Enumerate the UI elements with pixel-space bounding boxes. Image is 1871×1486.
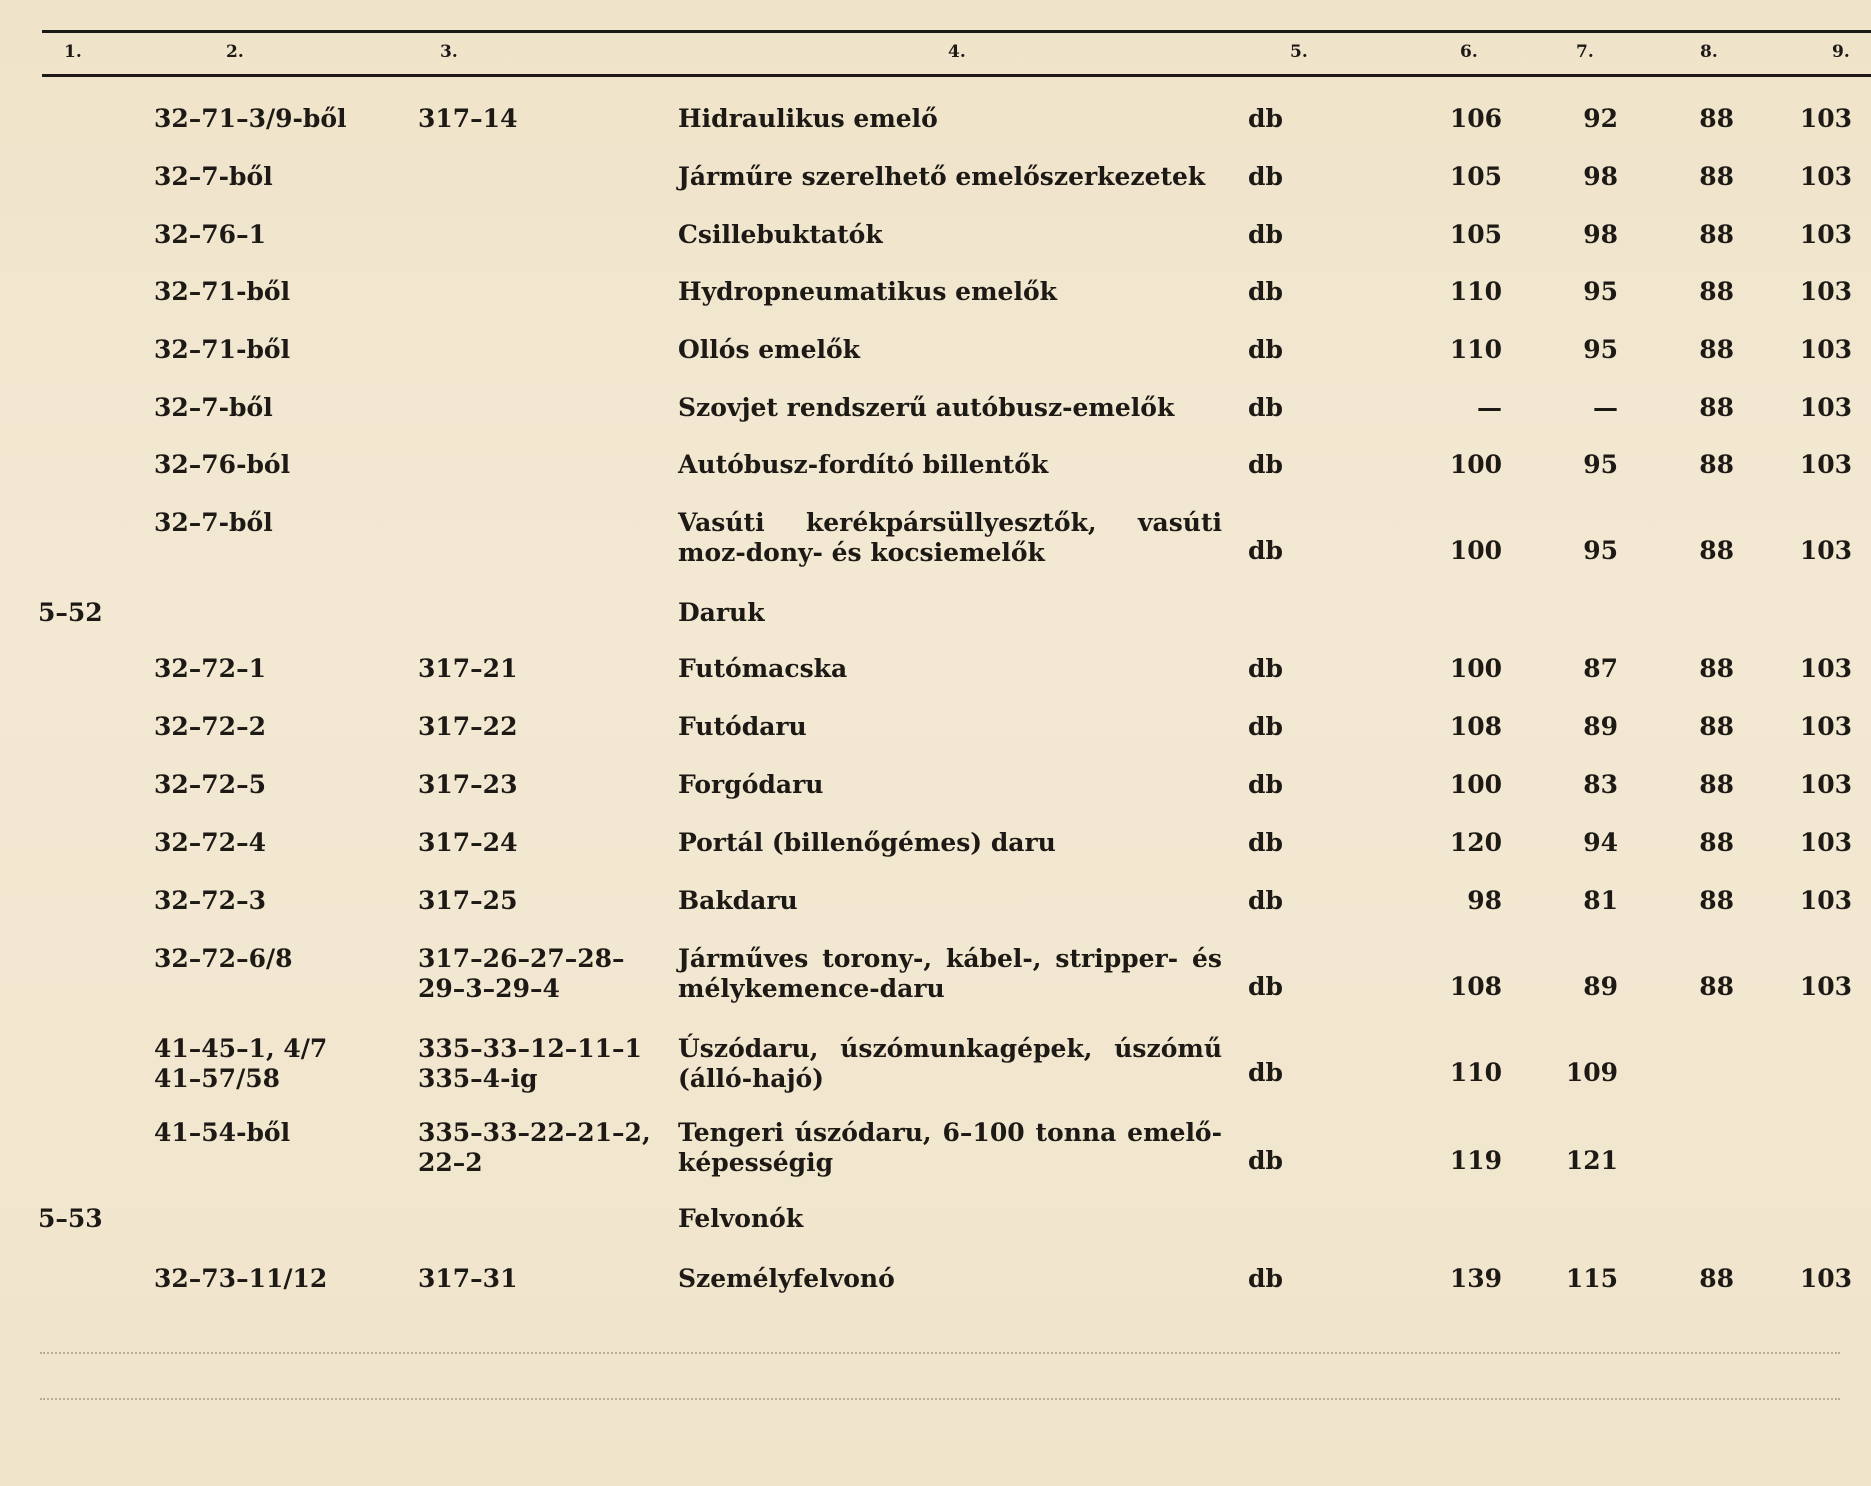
cell-col9: 103 <box>1799 104 1852 133</box>
cell-description: Autóbusz-fordító billentők <box>678 450 1049 479</box>
cell-col6: — <box>1477 393 1502 422</box>
cell-code: 32–7-ből <box>154 508 273 537</box>
cell-ref: 317–31 <box>418 1264 518 1293</box>
cell-col7: 81 <box>1583 886 1618 915</box>
cell-col7: 109 <box>1565 1058 1618 1087</box>
cell-unit: db <box>1248 828 1283 857</box>
cell-col8: 88 <box>1699 220 1734 249</box>
cell-col6: 100 <box>1449 654 1502 683</box>
cell-col6: 100 <box>1449 450 1502 479</box>
cell-col6: 105 <box>1449 220 1502 249</box>
column-header-8: 8. <box>1700 42 1718 62</box>
cell-col7: 95 <box>1583 335 1618 364</box>
cell-ref: 317–23 <box>418 770 518 799</box>
cell-ref: 335–33–12–11–1 335–4-ig <box>418 1034 642 1093</box>
cell-col6: 110 <box>1449 335 1502 364</box>
cell-col9: 103 <box>1799 335 1852 364</box>
cell-code: 32–76–1 <box>154 220 266 249</box>
cell-col7: 95 <box>1583 536 1618 565</box>
cell-col7: 98 <box>1583 162 1618 191</box>
cell-col9: 103 <box>1799 654 1852 683</box>
column-header-4: 4. <box>948 42 966 62</box>
cell-code: 41–54-ből <box>154 1118 291 1147</box>
column-header-7: 7. <box>1576 42 1594 62</box>
cell-col6: 100 <box>1449 770 1502 799</box>
cell-code: 32–71-ből <box>154 277 291 306</box>
cell-col8: 88 <box>1699 828 1734 857</box>
cell-description: Járműre szerelhető emelőszerkezetek <box>678 162 1206 191</box>
cell-col6: 110 <box>1449 277 1502 306</box>
cell-col8: 88 <box>1699 450 1734 479</box>
table-top-rule <box>42 30 1871 33</box>
cell-unit: db <box>1248 277 1283 306</box>
cell-description: Hydropneumatikus emelők <box>678 277 1057 306</box>
cell-code: 32–72–5 <box>154 770 266 799</box>
cell-col9: 103 <box>1799 450 1852 479</box>
cell-col9: 103 <box>1799 220 1852 249</box>
cell-col7: 89 <box>1583 712 1618 741</box>
cell-description: Szovjet rendszerű autóbusz-emelők <box>678 393 1175 422</box>
cell-description: Csillebuktatók <box>678 220 883 249</box>
dotted-divider <box>40 1352 1840 1354</box>
column-header-3: 3. <box>440 42 458 62</box>
cell-description: Járműves torony-, kábel-, stripper- és mélykemence-daru <box>678 944 1222 1003</box>
cell-code: 32–72–4 <box>154 828 266 857</box>
cell-col7: 95 <box>1583 277 1618 306</box>
cell-code: 32–72–1 <box>154 654 266 683</box>
cell-ref: 317–21 <box>418 654 518 683</box>
section-title: Daruk <box>678 598 765 627</box>
cell-code: 41–45–1, 4/7 41–57/58 <box>154 1034 328 1093</box>
cell-col6: 98 <box>1467 886 1502 915</box>
cell-unit: db <box>1248 335 1283 364</box>
cell-description: Úszódaru, úszómunkagépek, úszómű (álló-hajó) <box>678 1034 1222 1093</box>
cell-ref: 335–33–22–21–2, 22–2 <box>418 1118 651 1177</box>
cell-unit: db <box>1248 393 1283 422</box>
dotted-divider <box>40 1398 1840 1400</box>
cell-ref: 317–14 <box>418 104 518 133</box>
cell-code: 32–76-ból <box>154 450 291 479</box>
cell-description: Bakdaru <box>678 886 798 915</box>
cell-col9: 103 <box>1799 536 1852 565</box>
cell-unit: db <box>1248 712 1283 741</box>
cell-unit: db <box>1248 1146 1283 1175</box>
cell-description: Vasúti kerékpársüllyesztők, vasúti moz-dony- és kocsiemelők <box>678 508 1222 567</box>
column-header-9: 9. <box>1832 42 1850 62</box>
cell-unit: db <box>1248 1058 1283 1087</box>
cell-col8: 88 <box>1699 654 1734 683</box>
cell-col7: 121 <box>1565 1146 1618 1175</box>
cell-ref: 317–25 <box>418 886 518 915</box>
section-title: Felvonók <box>678 1204 804 1233</box>
cell-description: Futódaru <box>678 712 807 741</box>
cell-description: Ollós emelők <box>678 335 860 364</box>
cell-unit: db <box>1248 1264 1283 1293</box>
cell-col8: 88 <box>1699 162 1734 191</box>
cell-col9: 103 <box>1799 770 1852 799</box>
cell-col6: 119 <box>1449 1146 1502 1175</box>
cell-description: Futómacska <box>678 654 848 683</box>
cell-code: 32–7-ből <box>154 393 273 422</box>
cell-unit: db <box>1248 886 1283 915</box>
cell-col9: 103 <box>1799 393 1852 422</box>
cell-col8: 88 <box>1699 536 1734 565</box>
cell-col8: 88 <box>1699 770 1734 799</box>
cell-col8: 88 <box>1699 104 1734 133</box>
cell-col7: 92 <box>1583 104 1618 133</box>
cell-col8: 88 <box>1699 972 1734 1001</box>
cell-description: Tengeri úszódaru, 6–100 tonna emelő-képességig <box>678 1118 1222 1177</box>
cell-description: Portál (billenőgémes) daru <box>678 828 1056 857</box>
cell-unit: db <box>1248 654 1283 683</box>
cell-unit: db <box>1248 972 1283 1001</box>
cell-code: 32–73–11/12 <box>154 1264 328 1293</box>
cell-code: 32–72–2 <box>154 712 266 741</box>
cell-unit: db <box>1248 536 1283 565</box>
cell-col7: 87 <box>1583 654 1618 683</box>
table-header-rule <box>42 74 1871 77</box>
column-header-1: 1. <box>64 42 82 62</box>
section-code: 5–53 <box>38 1204 103 1233</box>
cell-code: 32–71-ből <box>154 335 291 364</box>
cell-code: 32–71–3/9-ből <box>154 104 347 133</box>
cell-col9: 103 <box>1799 712 1852 741</box>
cell-col9: 103 <box>1799 972 1852 1001</box>
cell-col7: 83 <box>1583 770 1618 799</box>
cell-col9: 103 <box>1799 277 1852 306</box>
cell-col9: 103 <box>1799 162 1852 191</box>
cell-col8: 88 <box>1699 1264 1734 1293</box>
cell-ref: 317–26–27–28– 29–3–29–4 <box>418 944 625 1003</box>
cell-col9: 103 <box>1799 1264 1852 1293</box>
cell-code: 32–72–3 <box>154 886 266 915</box>
cell-code: 32–7-ből <box>154 162 273 191</box>
cell-col7: 95 <box>1583 450 1618 479</box>
cell-col8: 88 <box>1699 277 1734 306</box>
cell-col9: 103 <box>1799 886 1852 915</box>
cell-col7: — <box>1593 393 1618 422</box>
cell-code: 32–72–6/8 <box>154 944 293 973</box>
column-header-2: 2. <box>226 42 244 62</box>
cell-unit: db <box>1248 220 1283 249</box>
cell-unit: db <box>1248 770 1283 799</box>
cell-unit: db <box>1248 450 1283 479</box>
cell-col8: 88 <box>1699 335 1734 364</box>
column-header-6: 6. <box>1460 42 1478 62</box>
cell-col6: 105 <box>1449 162 1502 191</box>
cell-unit: db <box>1248 162 1283 191</box>
cell-col7: 98 <box>1583 220 1618 249</box>
cell-description: Személyfelvonó <box>678 1264 895 1293</box>
cell-col7: 94 <box>1583 828 1618 857</box>
cell-col8: 88 <box>1699 393 1734 422</box>
cell-col8: 88 <box>1699 712 1734 741</box>
cell-unit: db <box>1248 104 1283 133</box>
cell-col6: 106 <box>1449 104 1502 133</box>
cell-description: Hidraulikus emelő <box>678 104 938 133</box>
cell-col8: 88 <box>1699 886 1734 915</box>
cell-col6: 108 <box>1449 712 1502 741</box>
cell-ref: 317–24 <box>418 828 518 857</box>
cell-col6: 139 <box>1449 1264 1502 1293</box>
cell-description: Forgódaru <box>678 770 824 799</box>
cell-ref: 317–22 <box>418 712 518 741</box>
cell-col7: 115 <box>1565 1264 1618 1293</box>
cell-col6: 100 <box>1449 536 1502 565</box>
cell-col9: 103 <box>1799 828 1852 857</box>
column-header-5: 5. <box>1290 42 1308 62</box>
section-code: 5–52 <box>38 598 103 627</box>
cell-col6: 108 <box>1449 972 1502 1001</box>
cell-col6: 120 <box>1449 828 1502 857</box>
cell-col7: 89 <box>1583 972 1618 1001</box>
cell-col6: 110 <box>1449 1058 1502 1087</box>
